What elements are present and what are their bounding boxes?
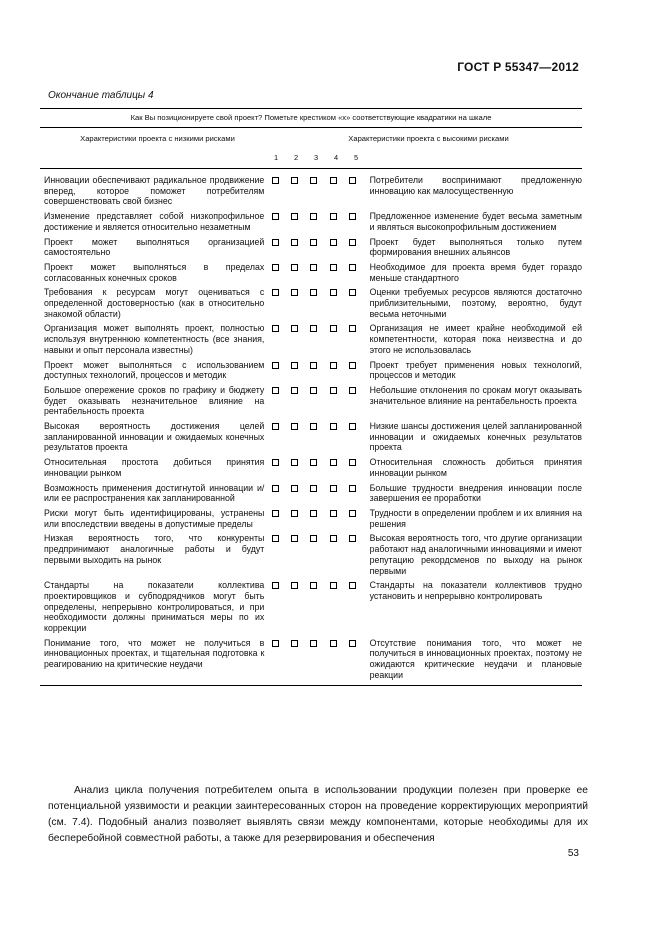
scale-checkboxes: [268, 175, 359, 184]
scale-checkbox[interactable]: [310, 239, 317, 246]
scale-checkbox[interactable]: [291, 289, 298, 296]
body-paragraph: Анализ цикла получения потребителем опыта в использовании продукции полезен при проверке ее потенциальной уязвимости и реакции заинтересованных сторон на проведение корректирующих мероприятий (см. 7.4). Подобный анализ позволяет выявлять связи между компонентами, которые необходимы для их бесперебойной совместной работы, а также для резервирования и обеспечения: [48, 785, 588, 844]
scale-checkbox[interactable]: [330, 325, 337, 332]
high-risk-text: Небольшие отклонения по срокам могут оказывать значительное влияние на рентабельность проекта: [369, 384, 582, 406]
scale-checkbox[interactable]: [330, 264, 337, 271]
scale-checkbox[interactable]: [291, 264, 298, 271]
high-risk-text: Потребители воспринимают предложенную инновацию как малосущественную: [369, 175, 582, 196]
scale-number: 4: [333, 153, 339, 162]
scale-number: 3: [313, 153, 319, 162]
scale-checkboxes: [268, 323, 359, 332]
table-row: [40, 175, 582, 207]
high-risk-text: Большие трудности внедрения инновации после завершения ее проработки: [369, 482, 582, 504]
low-risk-text: Стандарты на показатели коллектива проектировщиков и субподрядчиков могут быть определены, непрерывно контролироваться, и при необходимости должны приниматься меры по их коррекции: [44, 580, 265, 634]
scale-checkbox[interactable]: [330, 423, 337, 430]
scale-checkbox[interactable]: [272, 177, 279, 184]
scale-checkbox[interactable]: [310, 459, 317, 466]
scale-checkbox[interactable]: [330, 535, 337, 542]
scale-checkbox[interactable]: [349, 239, 356, 246]
low-risk-text: Понимание того, что может не получиться в инновационных проектах, и тщательная подготовка к реагированию на критические неудачи: [44, 637, 265, 670]
scale-checkbox[interactable]: [349, 510, 356, 517]
scale-checkbox[interactable]: [310, 640, 317, 647]
low-risk-text: Возможность применения достигнутой инновации и/или ее распространения как запланированной: [44, 482, 265, 504]
scale-checkbox[interactable]: [330, 640, 337, 647]
scale-checkbox[interactable]: [291, 239, 298, 246]
scale-checkbox[interactable]: [291, 213, 298, 220]
scale-checkbox[interactable]: [310, 362, 317, 369]
low-risk-text: Проект может выполняться в пределах согласованных конечных сроков: [44, 261, 265, 283]
low-risk-text: Риски могут быть идентифицированы, устранены или впоследствии введены в допустимые пределы: [44, 507, 265, 529]
scale-checkbox[interactable]: [330, 177, 337, 184]
scale-checkbox[interactable]: [291, 459, 298, 466]
high-risk-header: Характеристики проекта с высокими рисками: [348, 134, 509, 143]
scale-checkboxes: [268, 533, 359, 542]
scale-checkboxes: [268, 508, 359, 517]
scale-checkbox[interactable]: [272, 640, 279, 647]
scale-checkboxes: [268, 237, 359, 246]
low-risk-text: Проект может выполняться с использованием доступных технологий, процессов и методик: [44, 359, 265, 381]
high-risk-text: Организация не имеет крайне необходимой ей компетентности, которая пока неизвестна и до этого не использовалась: [369, 323, 582, 355]
scale-checkboxes: [268, 457, 359, 466]
table-rows: [40, 169, 582, 681]
scale-checkbox[interactable]: [291, 640, 298, 647]
scale-checkbox[interactable]: [349, 423, 356, 430]
scale-checkbox[interactable]: [349, 213, 356, 220]
table-question: Как Вы позиционируете свой проект? Пометьте крестиком «x» соответствующие квадратики на шкале: [130, 113, 492, 122]
low-risk-text: Требования к ресурсам могут оцениваться с определенной достоверностью (как в относительно знакомой области): [44, 287, 265, 319]
scale-checkbox[interactable]: [349, 177, 356, 184]
scale-checkbox[interactable]: [310, 510, 317, 517]
scale-checkbox[interactable]: [291, 510, 298, 517]
table-row: [40, 360, 582, 381]
scale-checkboxes: [268, 385, 359, 394]
scale-checkbox[interactable]: [349, 264, 356, 271]
scale-checkbox[interactable]: [291, 485, 298, 492]
scale-checkbox[interactable]: [310, 423, 317, 430]
scale-checkbox[interactable]: [349, 387, 356, 394]
scale-checkbox[interactable]: [310, 289, 317, 296]
scale-checkbox[interactable]: [291, 535, 298, 542]
scale-number: 1: [273, 153, 279, 162]
scale-checkbox[interactable]: [272, 362, 279, 369]
scale-checkboxes: [268, 638, 359, 647]
low-risk-text: Организация может выполнять проект, полностью используя внутреннюю компетентность (все знания, навыки и опыт персонала известны): [44, 323, 265, 355]
table-row: [40, 323, 582, 355]
scale-checkbox[interactable]: [330, 387, 337, 394]
scale-checkbox[interactable]: [330, 510, 337, 517]
scale-checkbox[interactable]: [272, 535, 279, 542]
scale-checkbox[interactable]: [291, 177, 298, 184]
table-row: [40, 421, 582, 453]
scale-checkbox[interactable]: [272, 239, 279, 246]
scale-checkboxes: [268, 421, 359, 430]
high-risk-text: Стандарты на показатели коллективов трудно установить и непрерывно контролировать: [369, 580, 582, 601]
scale-checkbox[interactable]: [349, 362, 356, 369]
scale-checkbox[interactable]: [272, 289, 279, 296]
high-risk-text: Необходимое для проекта время будет гораздо меньше стандартного: [369, 261, 582, 283]
table-row: [40, 262, 582, 283]
scale-checkbox[interactable]: [291, 582, 298, 589]
scale-number: 5: [353, 153, 359, 162]
scale-checkbox[interactable]: [310, 177, 317, 184]
high-risk-text: Низкие шансы достижения целей запланированной инновации и ожидаемых конечных результатов проекта: [369, 421, 582, 453]
scale-checkbox[interactable]: [310, 535, 317, 542]
scale-checkboxes: [268, 483, 359, 492]
table-caption: Окончание таблицы 4: [48, 90, 154, 101]
low-risk-text: Проект может выполняться организацией самостоятельно: [44, 236, 265, 258]
scale-checkbox[interactable]: [272, 387, 279, 394]
scale-checkbox[interactable]: [272, 510, 279, 517]
high-risk-text: Предложенное изменение будет весьма заметным и являться высокопрофильным достижением: [369, 211, 582, 232]
low-risk-header: Характеристики проекта с низкими рисками: [80, 134, 235, 143]
scale-checkbox[interactable]: [349, 582, 356, 589]
scale-checkbox[interactable]: [349, 289, 356, 296]
scale-checkbox[interactable]: [330, 239, 337, 246]
scale-checkbox[interactable]: [349, 485, 356, 492]
scale-checkbox[interactable]: [330, 289, 337, 296]
scale-checkbox[interactable]: [330, 485, 337, 492]
scale-checkbox[interactable]: [310, 213, 317, 220]
scale-checkboxes: [268, 360, 359, 369]
scale-checkbox[interactable]: [272, 325, 279, 332]
table-row: [40, 211, 582, 232]
scale-checkbox[interactable]: [272, 264, 279, 271]
page-number: 53: [567, 848, 579, 859]
scale-checkbox[interactable]: [310, 485, 317, 492]
risk-table: [40, 108, 582, 686]
low-risk-text: Высокая вероятность достижения целей запланированной инновации и ожидаемых конечных результатов проекта: [44, 421, 265, 453]
scale-checkbox[interactable]: [349, 325, 356, 332]
scale-checkboxes: [268, 287, 359, 296]
scale-checkbox[interactable]: [291, 362, 298, 369]
table-row: [40, 580, 582, 634]
table-bottom-rule: [40, 685, 582, 686]
scale-checkboxes: [268, 580, 359, 589]
scale-checkbox[interactable]: [291, 325, 298, 332]
scale-checkbox[interactable]: [310, 264, 317, 271]
table-headers: [40, 128, 582, 145]
scale-checkbox[interactable]: [330, 459, 337, 466]
scale-checkbox[interactable]: [310, 325, 317, 332]
scale-checkboxes: [268, 211, 359, 220]
high-risk-text: Отсутствие понимания того, что может не получиться в инновационных проектах, поэтому не ожидаются критические неудачи и плановые реакции: [369, 637, 582, 680]
scale-checkboxes: [268, 262, 359, 271]
scale-checkbox[interactable]: [349, 459, 356, 466]
scale-checkbox[interactable]: [272, 213, 279, 220]
table-row: [40, 457, 582, 478]
scale-checkbox[interactable]: [349, 640, 356, 647]
scale-checkbox[interactable]: [272, 423, 279, 430]
body-text: [48, 783, 588, 847]
scale-checkbox[interactable]: [330, 582, 337, 589]
high-risk-text: Проект будет выполняться только путем формирования внешних альянсов: [369, 236, 582, 258]
scale-checkbox[interactable]: [310, 387, 317, 394]
scale-checkbox[interactable]: [291, 387, 298, 394]
scale-checkbox[interactable]: [310, 582, 317, 589]
scale-checkbox[interactable]: [349, 535, 356, 542]
low-risk-text: Низкая вероятность того, что конкуренты предпринимают аналогичные работы и будут первыми выходить на рынок: [44, 533, 265, 565]
scale-checkbox[interactable]: [330, 213, 337, 220]
table-row: [40, 483, 582, 504]
table-row: [40, 508, 582, 529]
low-risk-text: Инновации обеспечивают радикальное продвижение вперед, которое поможет потребителям совершенствовать свой бизнес: [44, 175, 265, 207]
scale-number: 2: [293, 153, 299, 162]
table-row: [40, 287, 582, 319]
table-row: [40, 385, 582, 417]
high-risk-text: Проект требует применения новых технологий, процессов и методик: [369, 359, 582, 381]
scale-checkbox[interactable]: [272, 485, 279, 492]
scale-checkbox[interactable]: [272, 582, 279, 589]
low-risk-text: Относительная простота добиться принятия инновации рынком: [44, 457, 265, 478]
table-row: [40, 237, 582, 258]
high-risk-text: Относительная сложность добиться принятия инновации рынком: [369, 457, 582, 478]
scale-checkbox[interactable]: [330, 362, 337, 369]
high-risk-text: Высокая вероятность того, что другие организации работают над аналогичными инновациями и имеют репутацию рекордсменов по выходу на рынок первыми: [369, 533, 582, 576]
low-risk-text: Изменение представляет собой низкопрофильное достижение и является относительно незаметным: [44, 211, 265, 232]
table-row: [40, 638, 582, 681]
high-risk-text: Трудности в определении проблем и их влияния на решения: [369, 507, 582, 529]
scale-checkbox[interactable]: [291, 423, 298, 430]
high-risk-text: Оценки требуемых ресурсов являются достаточно приблизительными, поэтому, вероятно, будут весьма неточными: [369, 287, 582, 319]
standard-number: ГОСТ Р 55347—2012: [457, 60, 579, 74]
scale-numbers: [269, 145, 363, 168]
scale-checkbox[interactable]: [272, 459, 279, 466]
low-risk-text: Большое опережение сроков по графику и бюджету будет оказывать незначительное влияние на рентабельность проекта: [44, 384, 265, 417]
table-row: [40, 533, 582, 576]
